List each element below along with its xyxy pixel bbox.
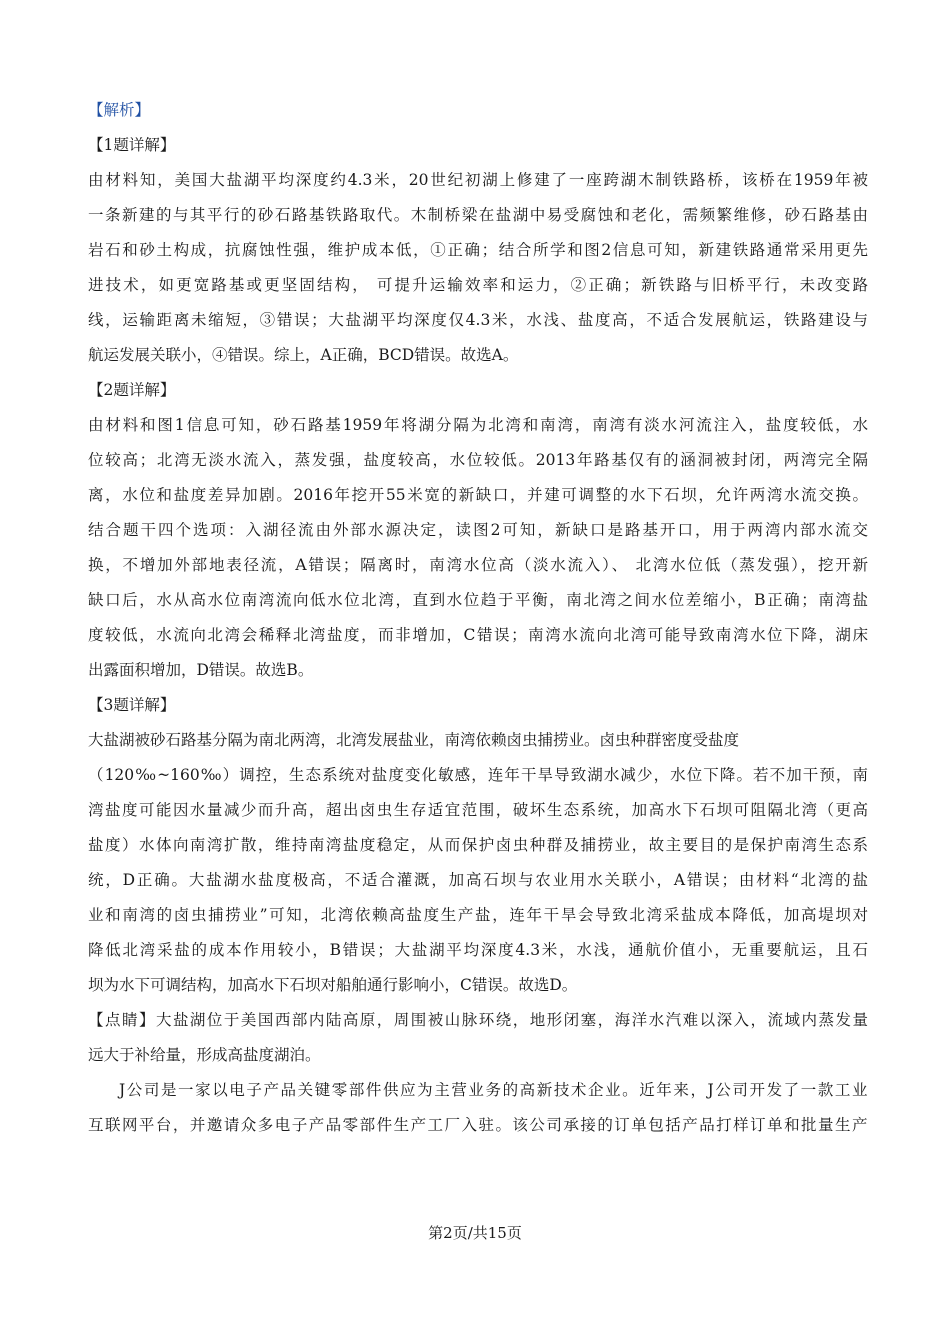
passage-line: 互联网平台，并邀请众多电子产品零部件生产工厂入驻。该公司承接的订单包括产品打样订单和批量生产 (88, 1116, 868, 1134)
q3-title: 【3题详解】 (88, 696, 176, 714)
tip-text: 大盐湖位于美国西部内陆高原，周围被山脉环绕，地形闭塞，海洋水汽难以深入，流域内蒸发量 (155, 1011, 868, 1029)
q3-line: 统，D正确。大盐湖水盐度极高，不适合灌溉，加高石坝与农业用水关联小，A错误；由材料“北湾的盐 (88, 871, 868, 889)
q1-line: 由材料知，美国大盐湖平均深度约4.3米，20世纪初湖上修建了一座跨湖木制铁路桥，该桥在1959年被 (88, 171, 868, 189)
q1-line: 航运发展关联小，④错误。综上，A正确，BCD错误。故选A。 (88, 346, 519, 364)
q3-line: （120‰~160‰）调控，生态系统对盐度变化敏感，连年干旱导致湖水减少，水位下降。若不加干预，南 (88, 766, 868, 784)
q2-line: 度较低，水流向北湾会稀释北湾盐度，而非增加，C错误；南湾水流向北湾可能导致南湾水位下降，湖床 (88, 626, 868, 644)
q2-line: 换，不增加外部地表径流，A错误；隔离时，南湾水位高（淡水流入）、 北湾水位低（蒸发强），挖开新 (88, 556, 868, 574)
q3-line: 大盐湖被砂石路基分隔为南北两湾，北湾发展盐业，南湾依赖卤虫捕捞业。卤虫种群密度受盐度 (88, 731, 740, 749)
passage-line: J公司是一家以电子产品关键零部件供应为主营业务的高新技术企业。近年来，J公司开发了一款工业 (119, 1081, 868, 1099)
tip-label: 【点睛】 (88, 1011, 156, 1029)
q2-line: 位较高；北湾无淡水流入，蒸发强，盐度较高，水位较低。2013年路基仅有的涵洞被封闭，两湾完全隔 (88, 451, 868, 469)
q1-line: 一条新建的与其平行的砂石路基铁路取代。木制桥梁在盐湖中易受腐蚀和老化，需频繁维修，砂石路基由 (88, 206, 868, 224)
q1-line: 进技术，如更宽路基或更坚固结构， 可提升运输效率和运力，②正确；新铁路与旧桥平行，未改变路 (88, 276, 868, 294)
q3-line: 坝为水下可调结构，加高水下石坝对船舶通行影响小，C错误。故选D。 (88, 976, 578, 994)
q3-line: 降低北湾采盐的成本作用较小，B错误；大盐湖平均深度4.3米，水浅，通航价值小，无重要航运，且石 (88, 941, 868, 959)
q2-line: 离，水位和盐度差异加剧。2016年挖开55米宽的新缺口，并建可调整的水下石坝，允许两湾水流交换。 (88, 486, 868, 504)
q2-line: 结合题干四个选项：入湖径流由外部水源决定，读图2可知，新缺口是路基开口，用于两湾内部水流交 (88, 521, 868, 539)
q2-line: 由材料和图1信息可知，砂石路基1959年将湖分隔为北湾和南湾，南湾有淡水河流注入，盐度较低，水 (88, 416, 868, 434)
q2-title: 【2题详解】 (88, 381, 176, 399)
q1-title: 【1题详解】 (88, 136, 176, 154)
q3-line: 湾盐度可能因水量减少而升高，超出卤虫生存适宜范围，破坏生态系统，加高水下石坝可阻隔北湾（更高 (88, 801, 868, 819)
q2-line: 缺口后，水从高水位南湾流向低水位北湾，直到水位趋于平衡，南北湾之间水位差缩小，B正确；南湾盐 (88, 591, 868, 609)
page-content (88, 93, 868, 1143)
analysis-header: 【解析】 (88, 101, 151, 119)
q3-line: 盐度）水体向南湾扩散，维持南湾盐度稳定，从而保护卤虫种群及捕捞业，故主要目的是保护南湾生态系 (88, 836, 868, 854)
q2-line: 出露面积增加，D错误。故选B。 (88, 661, 314, 679)
tip-line: 远大于补给量，形成高盐度湖泊。 (88, 1046, 321, 1064)
tip-line (88, 1003, 868, 1038)
page-footer: 第2页/共15页 (428, 1224, 522, 1242)
q1-line: 岩石和砂土构成，抗腐蚀性强，维护成本低，①正确；结合所学和图2信息可知，新建铁路通常采用更先 (88, 241, 868, 259)
q1-line: 线，运输距离未缩短，③错误；大盐湖平均深度仅4.3米，水浅、盐度高，不适合发展航运，铁路建设与 (88, 311, 868, 329)
q3-line: 业和南湾的卤虫捕捞业”可知，北湾依赖高盐度生产盐，连年干旱会导致北湾采盐成本降低，加高堤坝对 (88, 906, 868, 924)
